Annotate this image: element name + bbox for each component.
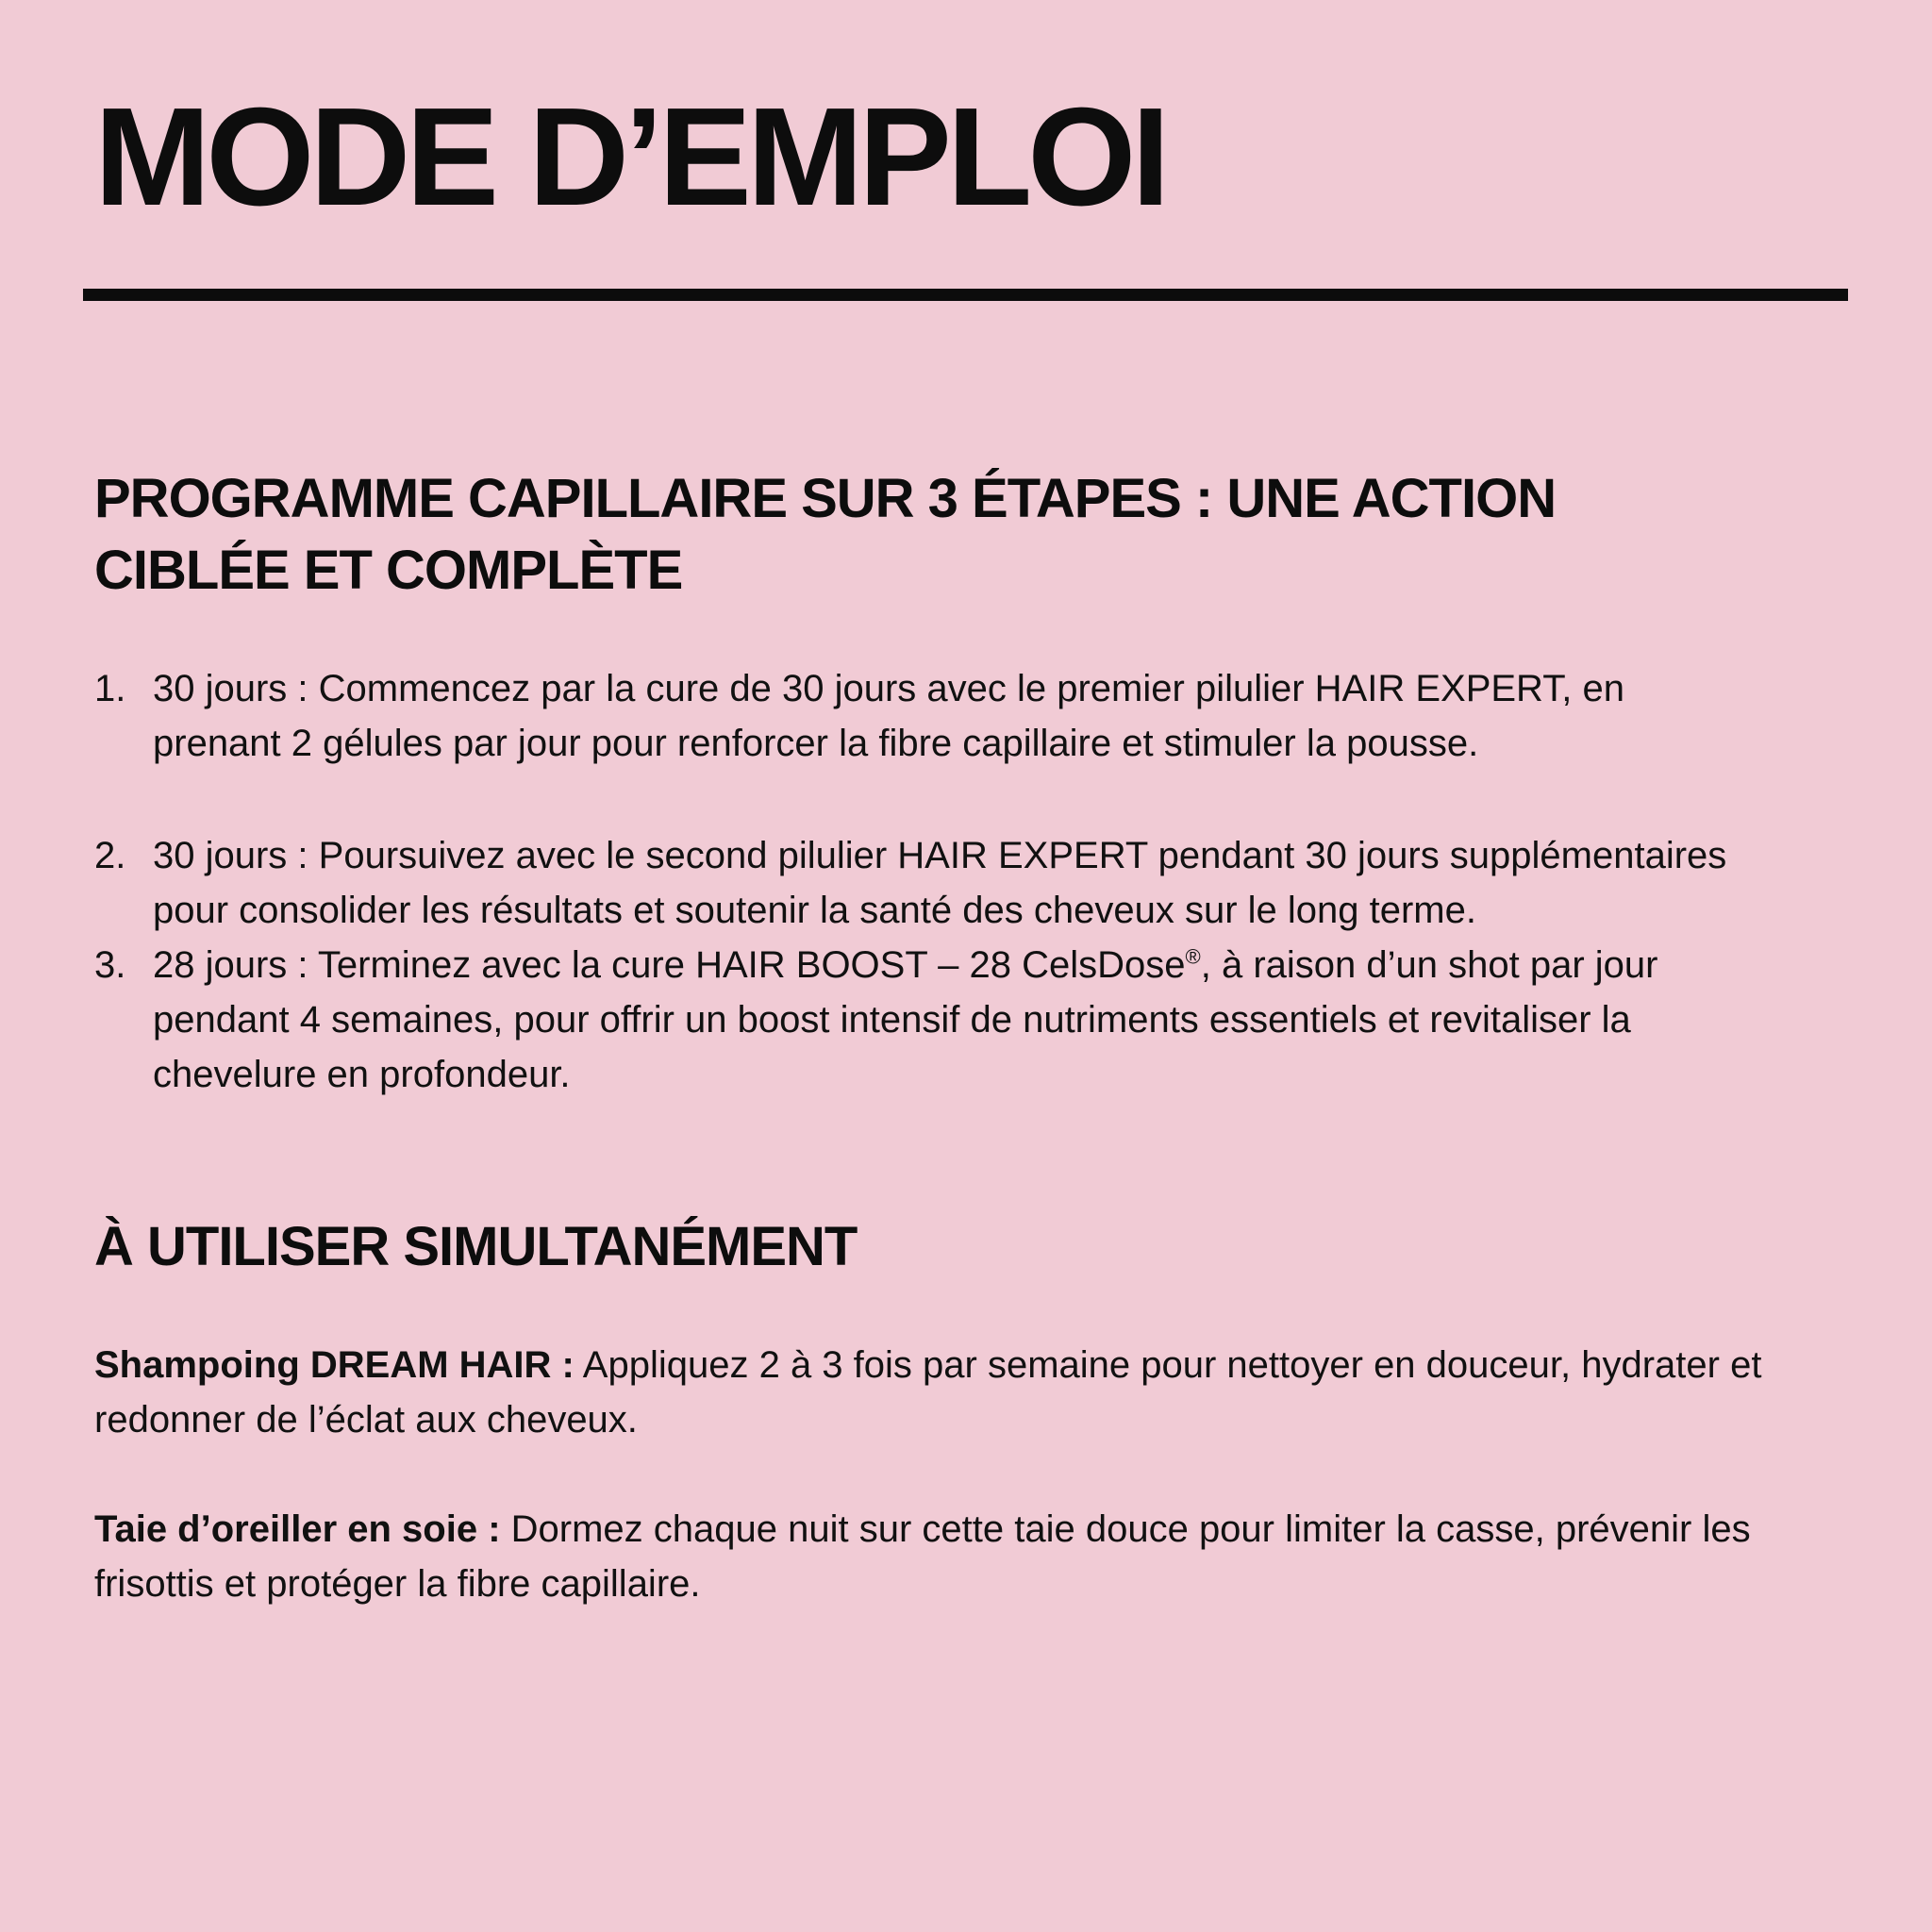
shampoo-text: Appliquez 2 à 3 fois par semaine pour nettoyer en douceur, hydrater et redonner de l’éclat aux cheveux. — [94, 1344, 1762, 1441]
step-item-3 — [94, 938, 1842, 1102]
program-heading-line-2: CIBLÉE ET COMPLÈTE — [94, 540, 683, 601]
shampoo-lead: Shampoing DREAM HAIR : — [94, 1344, 575, 1386]
step-2-number: 2. — [94, 835, 126, 876]
program-heading — [94, 463, 1842, 607]
pillowcase-lead: Taie d’oreiller en soie : — [94, 1508, 501, 1550]
step-1-number: 1. — [94, 668, 126, 709]
step-item-1 — [94, 661, 1842, 771]
title-underline-rule — [83, 289, 1848, 301]
simultaneous-section — [94, 1211, 1842, 1611]
step-1-text: 30 jours : Commencez par la cure de 30 jours avec le premier pilulier HAIR EXPERT, en prenant 2 gélules par jour pour renforcer la fibre capillaire et stimuler la pousse. — [153, 668, 1624, 764]
pillowcase-text: Dormez chaque nuit sur cette taie douce pour limiter la casse, prévenir les frisottis et protéger la fibre capillaire. — [94, 1508, 1751, 1605]
program-steps-list — [94, 661, 1842, 1102]
step-3-number: 3. — [94, 944, 126, 986]
pillowcase-paragraph — [94, 1502, 1842, 1611]
step-3-text: 28 jours : Terminez avec la cure HAIR BOOST – 28 CelsDose®, à raison d’un shot par jour pendant 4 semaines, pour offrir un boost intensif de nutriments essentiels et revitaliser la chevelure en profondeur. — [153, 944, 1658, 1095]
shampoo-paragraph — [94, 1338, 1842, 1447]
program-heading-line-1: PROGRAMME CAPILLAIRE SUR 3 ÉTAPES : UNE ACTION — [94, 468, 1557, 529]
page-title: MODE D’EMPLOI — [94, 79, 1166, 235]
step-2-text: 30 jours : Poursuivez avec le second pilulier HAIR EXPERT pendant 30 jours supplémentaires pour consolider les résultats et soutenir la santé des cheveux sur le long terme. — [153, 835, 1727, 931]
simultaneous-heading: À UTILISER SIMULTANÉMENT — [94, 1216, 858, 1277]
step-item-2 — [94, 828, 1842, 938]
program-section — [94, 463, 1842, 1102]
